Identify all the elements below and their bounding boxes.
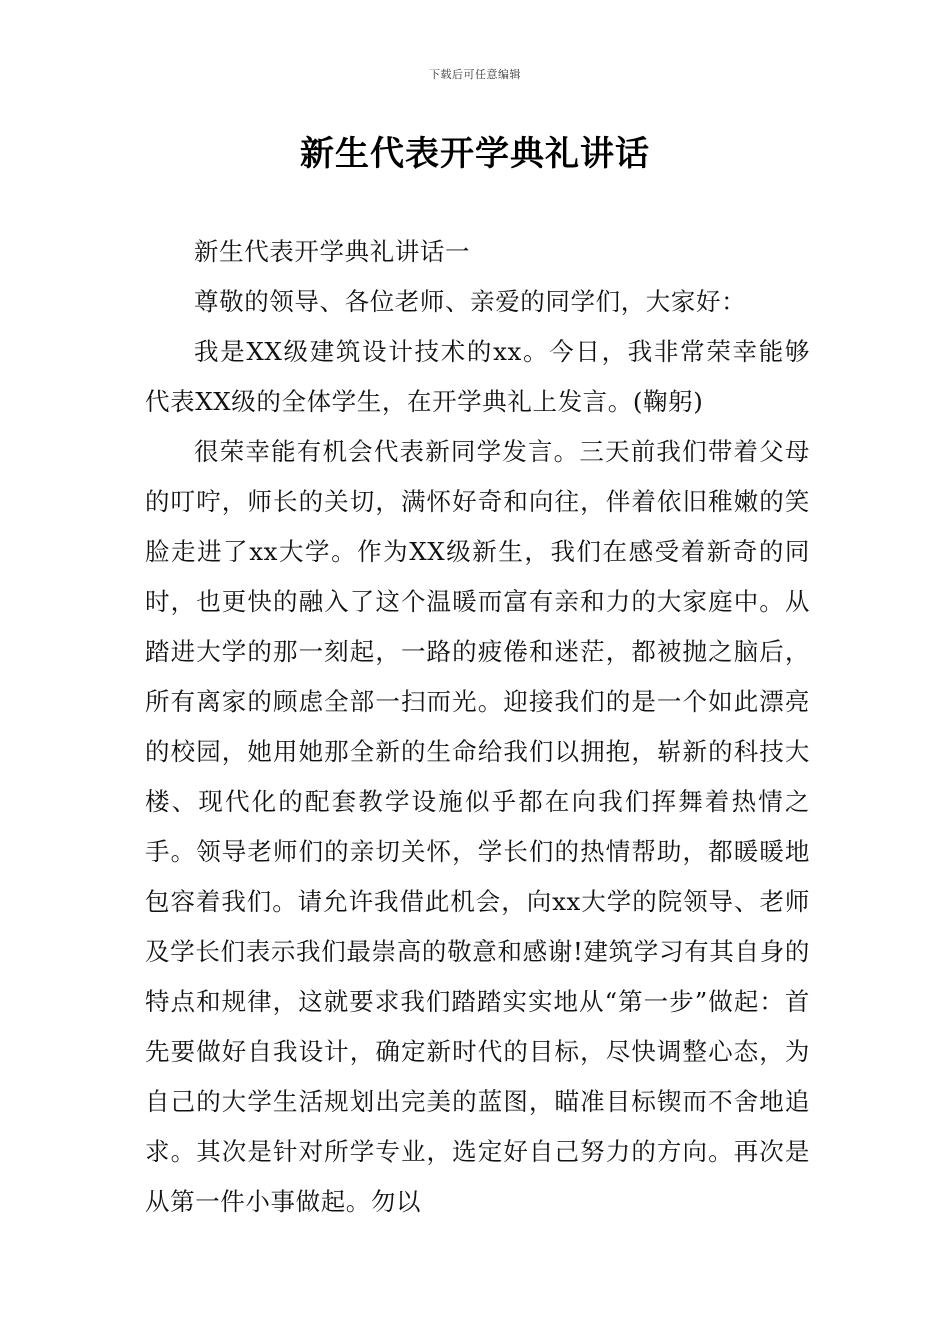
document-body xyxy=(145,227,810,1227)
header-note: 下载后可任意编辑 xyxy=(429,68,521,81)
paragraph-introduction: 我是XX级建筑设计技术的xx。今日，我非常荣幸能够代表XX级的全体学生，在开学典礼上发言。(鞠躬) xyxy=(145,337,810,416)
paragraph-greeting: 尊敬的领导、各位老师、亲爱的同学们，大家好： xyxy=(194,287,747,316)
paragraph-subtitle: 新生代表开学典礼讲话一 xyxy=(194,237,471,266)
paragraph-main: 很荣幸能有机会代表新同学发言。三天前我们带着父母的叮咛，师长的关切，满怀好奇和向往，伴着依旧稚嫩的笑脸走进了xx大学。作为XX级新生，我们在感受着新奇的同时，也更快的融入了这个温暖而富有亲和力的大家庭中。从踏进大学的那一刻起，一路的疲倦和迷茫，都被抛之脑后，所有离家的顾虑全部一扫而光。迎接我们的是一个如此漂亮的校园，她用她那全新的生命给我们以拥抱，崭新的科技大楼、现代化的配套教学设施似乎都在向我们挥舞着热情之手。领导老师们的亲切关怀，学长们的热情帮助，都暖暖地包容着我们。请允许我借此机会，向xx大学的院领导、老师及学长们表示我们最崇高的敬意和感谢!建筑学习有其自身的特点和规律，这就要求我们踏踏实实地从“第一步”做起：首先要做好自我设计，确定新时代的目标，尽快调整心态，为自己的大学生活规划出完美的蓝图，瞄准目标锲而不舍地追求。其次是针对所学专业，选定好自己努力的方向。再次是从第一件小事做起。勿以 xyxy=(145,437,810,1216)
document-title: 新生代表开学典礼讲话 xyxy=(300,134,650,174)
